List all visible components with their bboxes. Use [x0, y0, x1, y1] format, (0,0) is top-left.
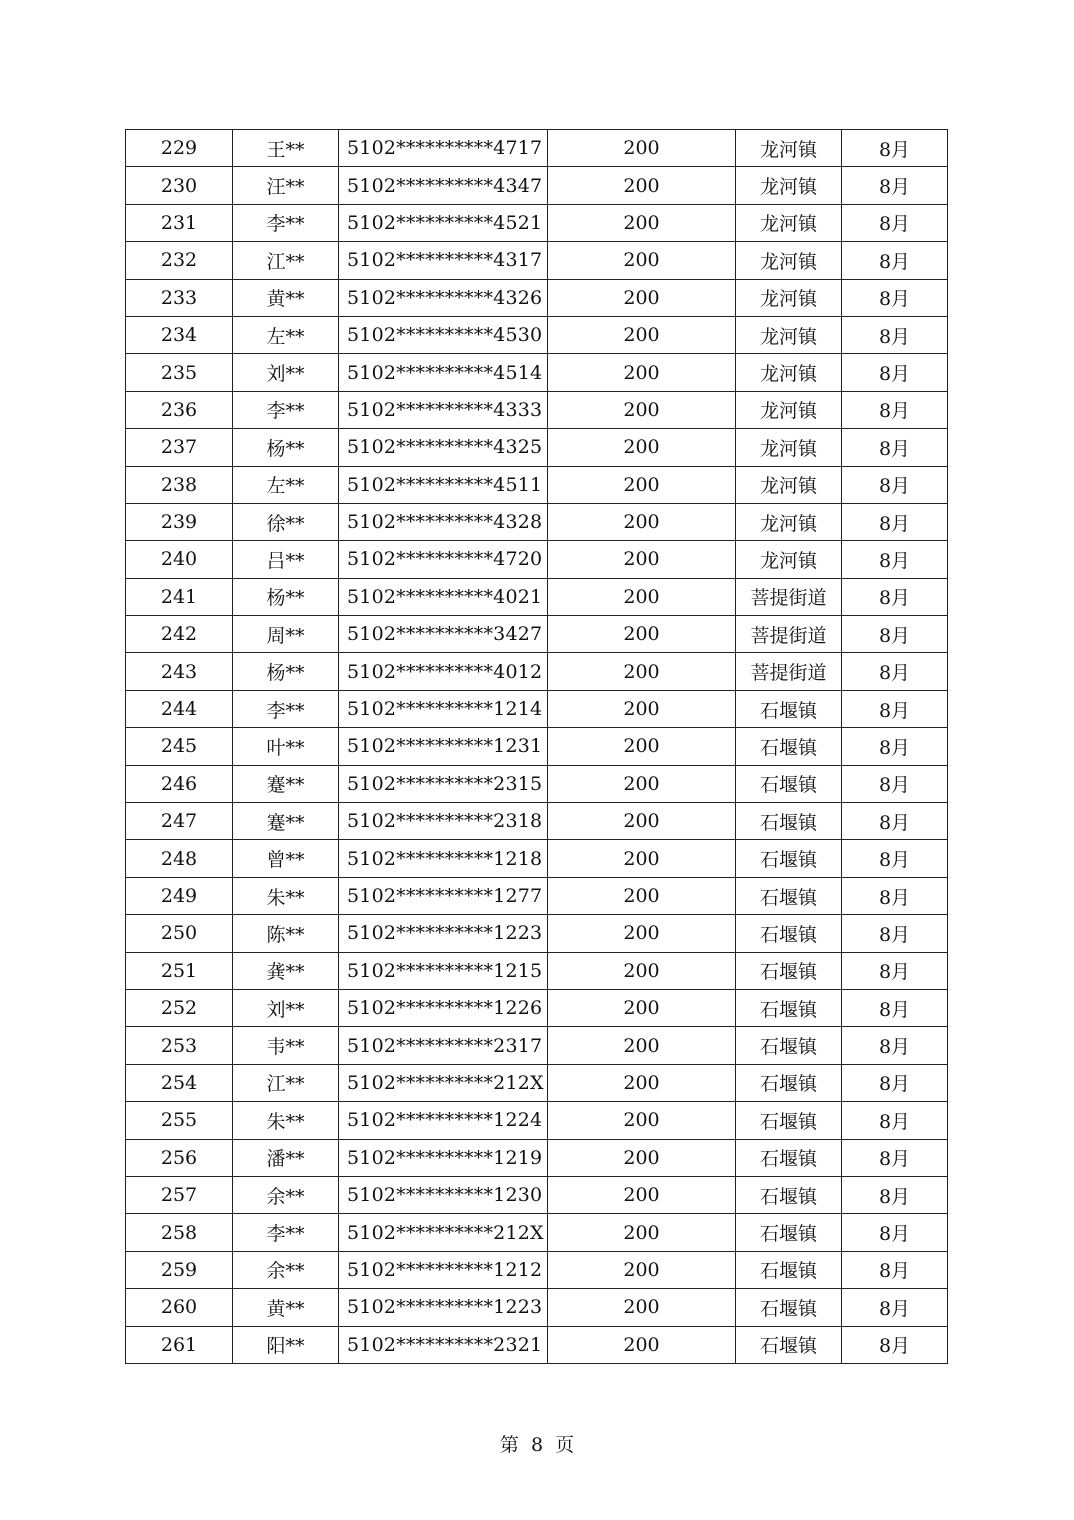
cell-serial-number: 254: [126, 1064, 233, 1101]
cell-serial-number: 258: [126, 1214, 233, 1251]
table-row: [126, 167, 948, 204]
cell-amount: 200: [548, 915, 736, 952]
cell-amount: 200: [548, 653, 736, 690]
cell-id-number: 5102**********4317: [339, 242, 548, 279]
cell-name: 王**: [233, 130, 339, 167]
cell-month: 8月: [842, 578, 948, 615]
cell-id-number: 5102**********1212: [339, 1251, 548, 1288]
cell-id-number: 5102**********1214: [339, 690, 548, 727]
cell-town: 菩提街道: [736, 653, 842, 690]
cell-id-number: 5102**********2321: [339, 1326, 548, 1363]
cell-town: 龙河镇: [736, 466, 842, 503]
cell-id-number: 5102**********4514: [339, 354, 548, 391]
cell-amount: 200: [548, 616, 736, 653]
cell-month: 8月: [842, 1139, 948, 1176]
cell-serial-number: 237: [126, 429, 233, 466]
cell-name: 左**: [233, 466, 339, 503]
cell-name: 韦**: [233, 1027, 339, 1064]
cell-name: 朱**: [233, 1102, 339, 1139]
page-number: 第 8 页: [499, 1434, 575, 1456]
cell-name: 吕**: [233, 541, 339, 578]
cell-amount: 200: [548, 316, 736, 353]
cell-id-number: 5102**********2317: [339, 1027, 548, 1064]
cell-id-number: 5102**********1223: [339, 915, 548, 952]
cell-month: 8月: [842, 391, 948, 428]
cell-amount: 200: [548, 279, 736, 316]
cell-id-number: 5102**********4021: [339, 578, 548, 615]
cell-id-number: 5102**********1223: [339, 1289, 548, 1326]
cell-id-number: 5102**********4326: [339, 279, 548, 316]
cell-month: 8月: [842, 503, 948, 540]
cell-serial-number: 255: [126, 1102, 233, 1139]
cell-town: 龙河镇: [736, 391, 842, 428]
cell-serial-number: 239: [126, 503, 233, 540]
cell-name: 余**: [233, 1251, 339, 1288]
cell-month: 8月: [842, 952, 948, 989]
cell-serial-number: 245: [126, 728, 233, 765]
cell-name: 徐**: [233, 503, 339, 540]
cell-id-number: 5102**********4717: [339, 130, 548, 167]
cell-id-number: 5102**********4325: [339, 429, 548, 466]
cell-town: 石堰镇: [736, 915, 842, 952]
cell-amount: 200: [548, 503, 736, 540]
cell-id-number: 5102**********4328: [339, 503, 548, 540]
cell-serial-number: 234: [126, 316, 233, 353]
cell-amount: 200: [548, 1326, 736, 1363]
cell-serial-number: 242: [126, 616, 233, 653]
cell-town: 菩提街道: [736, 616, 842, 653]
cell-serial-number: 238: [126, 466, 233, 503]
cell-serial-number: 240: [126, 541, 233, 578]
cell-amount: 200: [548, 354, 736, 391]
cell-id-number: 5102**********1231: [339, 728, 548, 765]
cell-id-number: 5102**********1277: [339, 877, 548, 914]
cell-serial-number: 235: [126, 354, 233, 391]
cell-serial-number: 246: [126, 765, 233, 802]
cell-town: 菩提街道: [736, 578, 842, 615]
cell-id-number: 5102**********1230: [339, 1176, 548, 1213]
cell-name: 左**: [233, 316, 339, 353]
cell-serial-number: 259: [126, 1251, 233, 1288]
cell-town: 石堰镇: [736, 1176, 842, 1213]
table-row: [126, 877, 948, 914]
cell-id-number: 5102**********1226: [339, 989, 548, 1026]
cell-amount: 200: [548, 167, 736, 204]
cell-month: 8月: [842, 130, 948, 167]
cell-town: 龙河镇: [736, 279, 842, 316]
table-row: [126, 279, 948, 316]
cell-month: 8月: [842, 167, 948, 204]
cell-town: 石堰镇: [736, 1251, 842, 1288]
cell-town: 石堰镇: [736, 1027, 842, 1064]
cell-month: 8月: [842, 728, 948, 765]
cell-name: 曾**: [233, 840, 339, 877]
cell-serial-number: 249: [126, 877, 233, 914]
cell-serial-number: 256: [126, 1139, 233, 1176]
cell-serial-number: 248: [126, 840, 233, 877]
cell-town: 石堰镇: [736, 728, 842, 765]
cell-amount: 200: [548, 765, 736, 802]
cell-name: 余**: [233, 1176, 339, 1213]
cell-name: 阳**: [233, 1326, 339, 1363]
table-row: [126, 803, 948, 840]
cell-serial-number: 261: [126, 1326, 233, 1363]
cell-name: 朱**: [233, 877, 339, 914]
table-row: [126, 391, 948, 428]
cell-amount: 200: [548, 466, 736, 503]
cell-month: 8月: [842, 316, 948, 353]
cell-month: 8月: [842, 242, 948, 279]
table-row: [126, 578, 948, 615]
cell-month: 8月: [842, 616, 948, 653]
cell-name: 杨**: [233, 578, 339, 615]
cell-serial-number: 260: [126, 1289, 233, 1326]
cell-serial-number: 236: [126, 391, 233, 428]
cell-town: 石堰镇: [736, 840, 842, 877]
cell-name: 叶**: [233, 728, 339, 765]
table-row: [126, 354, 948, 391]
cell-serial-number: 244: [126, 690, 233, 727]
cell-amount: 200: [548, 952, 736, 989]
cell-town: 龙河镇: [736, 316, 842, 353]
cell-month: 8月: [842, 1027, 948, 1064]
cell-month: 8月: [842, 840, 948, 877]
cell-id-number: 5102**********1215: [339, 952, 548, 989]
cell-town: 石堰镇: [736, 1102, 842, 1139]
cell-month: 8月: [842, 1251, 948, 1288]
cell-town: 石堰镇: [736, 1214, 842, 1251]
cell-id-number: 5102**********212X: [339, 1064, 548, 1101]
roster-body: [126, 130, 948, 1364]
cell-serial-number: 257: [126, 1176, 233, 1213]
cell-name: 杨**: [233, 653, 339, 690]
cell-town: 龙河镇: [736, 130, 842, 167]
table-row: [126, 130, 948, 167]
cell-month: 8月: [842, 1102, 948, 1139]
cell-name: 李**: [233, 690, 339, 727]
cell-town: 石堰镇: [736, 989, 842, 1026]
cell-name: 刘**: [233, 354, 339, 391]
cell-month: 8月: [842, 204, 948, 241]
cell-month: 8月: [842, 877, 948, 914]
cell-name: 江**: [233, 242, 339, 279]
cell-name: 李**: [233, 391, 339, 428]
cell-serial-number: 247: [126, 803, 233, 840]
cell-amount: 200: [548, 1027, 736, 1064]
table-row: [126, 1176, 948, 1213]
cell-serial-number: 232: [126, 242, 233, 279]
cell-id-number: 5102**********2315: [339, 765, 548, 802]
cell-id-number: 5102**********4333: [339, 391, 548, 428]
cell-name: 潘**: [233, 1139, 339, 1176]
cell-amount: 200: [548, 803, 736, 840]
cell-month: 8月: [842, 690, 948, 727]
table-row: [126, 1064, 948, 1101]
cell-month: 8月: [842, 1064, 948, 1101]
cell-serial-number: 230: [126, 167, 233, 204]
cell-month: 8月: [842, 541, 948, 578]
table-row: [126, 429, 948, 466]
cell-month: 8月: [842, 279, 948, 316]
cell-town: 龙河镇: [736, 204, 842, 241]
cell-serial-number: 231: [126, 204, 233, 241]
cell-town: 龙河镇: [736, 503, 842, 540]
cell-name: 汪**: [233, 167, 339, 204]
table-row: [126, 1326, 948, 1363]
cell-name: 李**: [233, 1214, 339, 1251]
table-row: [126, 1139, 948, 1176]
cell-id-number: 5102**********2318: [339, 803, 548, 840]
cell-serial-number: 241: [126, 578, 233, 615]
cell-name: 陈**: [233, 915, 339, 952]
cell-amount: 200: [548, 429, 736, 466]
cell-serial-number: 233: [126, 279, 233, 316]
cell-town: 石堰镇: [736, 1139, 842, 1176]
cell-name: 黄**: [233, 279, 339, 316]
cell-id-number: 5102**********4530: [339, 316, 548, 353]
cell-town: 石堰镇: [736, 1064, 842, 1101]
table-row: [126, 915, 948, 952]
table-row: [126, 765, 948, 802]
table-row: [126, 503, 948, 540]
table-row: [126, 1214, 948, 1251]
cell-amount: 200: [548, 877, 736, 914]
cell-id-number: 5102**********4521: [339, 204, 548, 241]
table-row: [126, 204, 948, 241]
cell-town: 石堰镇: [736, 952, 842, 989]
cell-month: 8月: [842, 1326, 948, 1363]
cell-amount: 200: [548, 690, 736, 727]
cell-town: 龙河镇: [736, 541, 842, 578]
cell-month: 8月: [842, 1176, 948, 1213]
cell-month: 8月: [842, 915, 948, 952]
cell-serial-number: 250: [126, 915, 233, 952]
table-row: [126, 466, 948, 503]
cell-month: 8月: [842, 989, 948, 1026]
cell-amount: 200: [548, 391, 736, 428]
cell-month: 8月: [842, 803, 948, 840]
cell-name: 龚**: [233, 952, 339, 989]
cell-name: 杨**: [233, 429, 339, 466]
cell-id-number: 5102**********1224: [339, 1102, 548, 1139]
cell-month: 8月: [842, 466, 948, 503]
cell-town: 龙河镇: [736, 354, 842, 391]
cell-amount: 200: [548, 840, 736, 877]
cell-name: 蹇**: [233, 765, 339, 802]
table-row: [126, 316, 948, 353]
table-row: [126, 242, 948, 279]
cell-serial-number: 229: [126, 130, 233, 167]
cell-id-number: 5102**********1218: [339, 840, 548, 877]
cell-name: 刘**: [233, 989, 339, 1026]
cell-amount: 200: [548, 1251, 736, 1288]
cell-id-number: 5102**********4511: [339, 466, 548, 503]
cell-amount: 200: [548, 1176, 736, 1213]
cell-amount: 200: [548, 1102, 736, 1139]
cell-month: 8月: [842, 354, 948, 391]
cell-amount: 200: [548, 541, 736, 578]
cell-serial-number: 243: [126, 653, 233, 690]
cell-amount: 200: [548, 1214, 736, 1251]
cell-town: 石堰镇: [736, 877, 842, 914]
cell-amount: 200: [548, 989, 736, 1026]
cell-month: 8月: [842, 429, 948, 466]
cell-id-number: 5102**********4012: [339, 653, 548, 690]
table-row: [126, 1027, 948, 1064]
table-row: [126, 653, 948, 690]
cell-serial-number: 251: [126, 952, 233, 989]
table-row: [126, 1251, 948, 1288]
cell-serial-number: 252: [126, 989, 233, 1026]
cell-town: 石堰镇: [736, 1289, 842, 1326]
cell-amount: 200: [548, 1139, 736, 1176]
cell-amount: 200: [548, 1289, 736, 1326]
table-row: [126, 1289, 948, 1326]
cell-town: 龙河镇: [736, 429, 842, 466]
table-row: [126, 728, 948, 765]
cell-town: 石堰镇: [736, 803, 842, 840]
cell-name: 周**: [233, 616, 339, 653]
cell-amount: 200: [548, 1064, 736, 1101]
cell-name: 李**: [233, 204, 339, 241]
cell-month: 8月: [842, 1289, 948, 1326]
cell-id-number: 5102**********1219: [339, 1139, 548, 1176]
table-row: [126, 840, 948, 877]
table-row: [126, 989, 948, 1026]
cell-name: 黄**: [233, 1289, 339, 1326]
cell-month: 8月: [842, 653, 948, 690]
cell-amount: 200: [548, 578, 736, 615]
cell-serial-number: 253: [126, 1027, 233, 1064]
cell-town: 龙河镇: [736, 167, 842, 204]
cell-name: 江**: [233, 1064, 339, 1101]
cell-name: 蹇**: [233, 803, 339, 840]
cell-month: 8月: [842, 1214, 948, 1251]
cell-amount: 200: [548, 130, 736, 167]
cell-amount: 200: [548, 204, 736, 241]
table-row: [126, 952, 948, 989]
table-row: [126, 1102, 948, 1139]
cell-amount: 200: [548, 242, 736, 279]
cell-amount: 200: [548, 728, 736, 765]
table-row: [126, 541, 948, 578]
cell-id-number: 5102**********3427: [339, 616, 548, 653]
cell-town: 石堰镇: [736, 1326, 842, 1363]
cell-town: 石堰镇: [736, 765, 842, 802]
table-row: [126, 616, 948, 653]
cell-id-number: 5102**********212X: [339, 1214, 548, 1251]
cell-town: 石堰镇: [736, 690, 842, 727]
cell-id-number: 5102**********4347: [339, 167, 548, 204]
table-row: [126, 690, 948, 727]
cell-month: 8月: [842, 765, 948, 802]
cell-town: 龙河镇: [736, 242, 842, 279]
subsidy-roster-table: [125, 129, 948, 1364]
cell-id-number: 5102**********4720: [339, 541, 548, 578]
